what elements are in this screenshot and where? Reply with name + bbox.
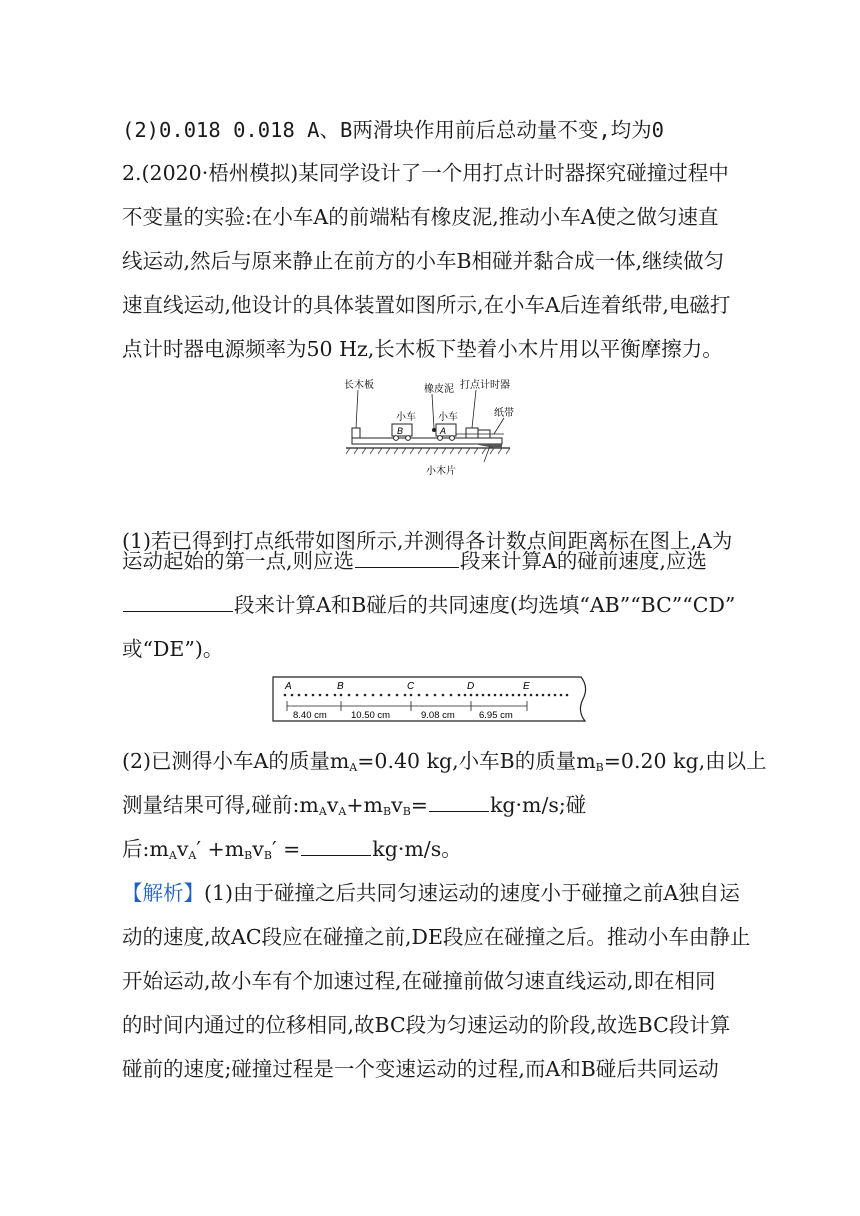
solution-line-4: 的时间内通过的位移相同,故BC段为匀速运动的阶段,故选BC段计算: [122, 1013, 731, 1037]
q2-plus: +m: [346, 793, 383, 817]
label-car-right: 小车: [438, 412, 458, 423]
q2-prime: ′ +m: [196, 837, 245, 861]
solution-text: (1)由于碰撞之后共同匀速运动的速度小于碰撞之前A独自运: [204, 881, 740, 905]
q2-sub: B: [383, 805, 392, 818]
q2-text-a: (2)已测得小车A的质量m: [122, 749, 350, 773]
tape-dot: [488, 694, 491, 697]
q2-text-e: kg·m/s;碰: [489, 793, 587, 817]
tape-dot: [470, 694, 473, 697]
tape-dot: [482, 694, 485, 697]
q2-var: v: [176, 837, 189, 861]
label-car-left: 小车: [396, 412, 416, 423]
tape-dot: [380, 694, 383, 697]
answer-blank-4[interactable]: [301, 835, 371, 856]
car-a-letter: A: [440, 426, 447, 436]
tape-figure: [271, 675, 591, 723]
q2-text-f: 后:m: [122, 837, 169, 861]
q2-sub: A: [188, 849, 197, 862]
solution-line-2: 动的速度,故AC段应在碰撞之前,DE段应在碰撞之后。推动小车由静止: [122, 925, 751, 949]
solution-line-3: 开始运动,故小车有个加速过程,在碰撞前做匀速直线运动,即在相同: [122, 969, 716, 993]
q2-sub: B: [595, 761, 604, 774]
tape-dot: [548, 694, 551, 697]
point-a-label: A: [285, 681, 292, 692]
q2-sub: A: [349, 761, 358, 774]
tape-dot: [506, 694, 509, 697]
apparatus-figure: [344, 378, 514, 484]
q1-text-c: 段来计算A和B碰后的共同速度(均选填“AB”“BC”“CD”: [234, 593, 736, 617]
point-c-label: C: [407, 681, 415, 692]
tape-dot: [340, 694, 343, 697]
solution-line-1: [122, 879, 740, 907]
tape-dot: [494, 694, 497, 697]
question-2-line-1: [122, 747, 767, 782]
q2-text-b: =0.40 kg,小车B的质量m: [357, 749, 596, 773]
problem-line-1: 2.(2020·梧州模拟)某同学设计了一个用打点计时器探究碰撞过程中: [122, 161, 729, 185]
q2-sub: B: [244, 849, 253, 862]
tape-dot: [530, 694, 533, 697]
tape-dot: [500, 694, 503, 697]
tape-dot: [458, 694, 461, 697]
label-clay: 橡皮泥: [424, 384, 454, 395]
tape-dot: [364, 694, 367, 697]
answer-line: (2)0.018 0.018 A、B两滑块作用前后总动量不变,均为0: [122, 118, 664, 142]
distance-ab: 8.40 cm: [293, 710, 327, 721]
q2-sub: B: [263, 849, 272, 862]
point-e-label: E: [523, 681, 530, 692]
q2-eq: =: [410, 793, 428, 817]
tape-dot: [450, 694, 453, 697]
tape-dot: [388, 694, 391, 697]
tape-dot: [518, 694, 521, 697]
tape-dot: [356, 694, 359, 697]
question-2-line-3: [122, 835, 462, 870]
point-b-label: B: [337, 681, 344, 692]
question-1-line-1: (1)若已得到打点纸带如图所示,并测得各计数点间距离标在图上,A为: [122, 529, 733, 553]
q1-text-a: 运动起始的第一点,则应选: [122, 549, 355, 573]
tape-dot: [542, 694, 545, 697]
tape-dot: [372, 694, 375, 697]
tape-dot: [312, 694, 315, 697]
q2-sub: A: [338, 805, 347, 818]
q2-sub: B: [402, 805, 411, 818]
solution-tag: 【解析】: [122, 881, 204, 905]
distance-de: 6.95 cm: [479, 710, 513, 721]
question-1-line-4: 或“DE”)。: [122, 637, 224, 661]
tape-dot: [524, 694, 527, 697]
car-b-letter: B: [397, 426, 404, 436]
label-timer: 打点计时器: [460, 380, 510, 391]
problem-line-3: 线运动,然后与原来静止在前方的小车B相碰并黏合成一体,继续做匀: [122, 249, 725, 273]
problem-line-4: 速直线运动,他设计的具体装置如图所示,在小车A后连着纸带,电磁打: [122, 293, 731, 317]
tape-dot: [426, 694, 429, 697]
tape-dot: [442, 694, 445, 697]
label-block: 小木片: [426, 466, 456, 477]
tape-dot: [334, 694, 337, 697]
tape-dot: [554, 694, 557, 697]
tape-dot: [418, 694, 421, 697]
tape-dot: [305, 694, 308, 697]
q2-text-g: kg·m/s。: [372, 837, 462, 861]
tape-dot: [464, 694, 467, 697]
tape-dot: [434, 694, 437, 697]
tape-dot: [284, 694, 287, 697]
answer-blank-3[interactable]: [429, 791, 489, 812]
label-tape: 纸带: [494, 408, 514, 419]
question-2-line-2: [122, 791, 586, 826]
tape-dot: [348, 694, 351, 697]
answer-blank-1[interactable]: [355, 547, 459, 568]
timer-icon: [466, 428, 478, 438]
tape-dot: [291, 694, 294, 697]
tape-dot: [410, 694, 413, 697]
q2-text-c: =0.20 kg,由以上: [603, 749, 767, 773]
point-d-label: D: [467, 681, 475, 692]
tape-dot: [566, 694, 569, 697]
tape-dot: [396, 694, 399, 697]
answer-blank-2[interactable]: [123, 591, 233, 612]
tape-dot: [512, 694, 515, 697]
label-board: 长木板: [344, 380, 374, 391]
tape-dot: [536, 694, 539, 697]
tape-dot: [404, 694, 407, 697]
problem-line-2: 不变量的实验:在小车A的前端粘有橡皮泥,推动小车A使之做匀速直: [122, 205, 719, 229]
question-1-line-3: [122, 591, 735, 619]
solution-line-5: 碰前的速度;碰撞过程是一个变速运动的过程,而A和B碰后共同运动: [122, 1057, 719, 1081]
q2-var: v: [252, 837, 264, 861]
question-1-line-2: [122, 547, 707, 575]
q2-sub: A: [318, 805, 327, 818]
q2-prime: ′ =: [271, 837, 301, 861]
problem-line-5: 点计时器电源频率为50 Hz,长木板下垫着小木片用以平衡摩擦力。: [122, 337, 723, 361]
distance-cd: 9.08 cm: [421, 710, 455, 721]
q2-var: v: [326, 793, 339, 817]
tape-dot: [298, 694, 301, 697]
q2-sub: A: [168, 849, 177, 862]
tape-dot: [326, 694, 329, 697]
q2-var: v: [391, 793, 403, 817]
tape-dot: [560, 694, 563, 697]
q1-text-b: 段来计算A的碰前速度,应选: [460, 549, 707, 573]
tape-dot: [319, 694, 322, 697]
tape-dot: [476, 694, 479, 697]
distance-bc: 10.50 cm: [351, 710, 391, 721]
q2-text-d: 测量结果可得,碰前:m: [122, 793, 319, 817]
